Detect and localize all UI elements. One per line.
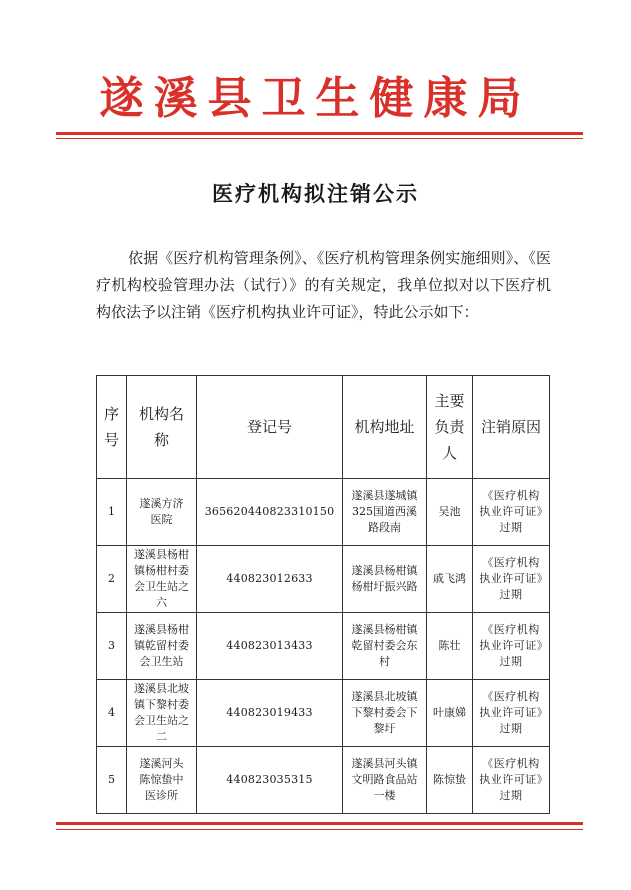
header-head <box>427 376 473 479</box>
header-name-label: 机构名称 <box>138 405 184 449</box>
cell-name-text: 遂溪县杨柑镇杨柑村委会卫生站之六 <box>134 548 189 609</box>
document-title: 医疗机构拟注销公示 <box>212 182 419 206</box>
header-reason-label: 注销原因 <box>480 418 541 436</box>
cell-reason <box>473 747 550 814</box>
cell-reason-text: 《医疗机构执业许可证》过期 <box>479 489 543 534</box>
cell-no: 5 <box>97 747 127 814</box>
cell-name-text: 遂溪县北坡镇下黎村委会卫生站之二 <box>134 682 189 743</box>
cell-addr-text: 遂溪县北坡镇下黎村委会下黎圩 <box>351 690 418 735</box>
cell-name-text: 遂溪河头陈惊蛰中医诊所 <box>139 757 184 802</box>
cell-addr <box>343 479 427 546</box>
body-text: 依据《医疗机构管理条例》、《医疗机构管理条例实施细则》、《医疗机构校验管理办法（试行）》的有关规定，我单位拟对以下医疗机构依法予以注销《医疗机构执业许可证》，特此公示如下： <box>96 249 551 321</box>
deregistration-table <box>96 375 550 814</box>
cell-reg: 440823012633 <box>197 546 343 613</box>
header-addr <box>343 376 427 479</box>
cell-name <box>127 546 197 613</box>
cell-addr-text: 遂溪县河头镇文明路食品站一楼 <box>351 757 418 802</box>
cell-reason <box>473 479 550 546</box>
cell-addr-text: 遂溪县遂城镇325国道西溪路段南 <box>351 489 418 534</box>
footer-rule-thick <box>56 822 583 825</box>
cell-head: 吴池 <box>427 479 473 546</box>
cell-addr <box>343 680 427 747</box>
header-addr-label: 机构地址 <box>354 418 415 436</box>
cell-addr <box>343 546 427 613</box>
cell-name <box>127 613 197 680</box>
cell-name-text: 遂溪方济医院 <box>139 497 184 526</box>
cell-name <box>127 680 197 747</box>
cell-head: 戚飞鸿 <box>427 546 473 613</box>
cell-addr-text: 遂溪县杨柑镇乾留村委会东村 <box>351 623 418 668</box>
cell-reason-text: 《医疗机构执业许可证》过期 <box>479 556 543 601</box>
header-name <box>127 376 197 479</box>
cell-reg: 365620440823310150 <box>197 479 343 546</box>
cell-reason <box>473 680 550 747</box>
table-header-row <box>97 376 550 479</box>
body-paragraph <box>96 245 551 326</box>
cell-reason <box>473 613 550 680</box>
cell-no: 4 <box>97 680 127 747</box>
cell-name <box>127 479 197 546</box>
header-reg <box>197 376 343 479</box>
header-reason <box>473 376 550 479</box>
header-rule-thin <box>56 138 583 139</box>
org-title: 遂溪县卫生健康局 <box>99 73 532 124</box>
header-no <box>97 376 127 479</box>
cell-head: 陈壮 <box>427 613 473 680</box>
cell-reason <box>473 546 550 613</box>
cell-addr <box>343 747 427 814</box>
cell-head: 陈惊蛰 <box>427 747 473 814</box>
cell-head: 叶康娣 <box>427 680 473 747</box>
cell-addr-text: 遂溪县杨柑镇杨柑圩振兴路 <box>351 564 418 593</box>
cell-name-text: 遂溪县杨柑镇乾留村委会卫生站 <box>134 623 189 668</box>
cell-reason-text: 《医疗机构执业许可证》过期 <box>479 757 543 802</box>
cell-reason-text: 《医疗机构执业许可证》过期 <box>479 623 543 668</box>
cell-reg: 440823035315 <box>197 747 343 814</box>
table-row <box>97 479 550 546</box>
table-row <box>97 680 550 747</box>
table-row <box>97 613 550 680</box>
cell-addr <box>343 613 427 680</box>
cell-name <box>127 747 197 814</box>
table-row <box>97 546 550 613</box>
footer-rule-thin <box>56 829 583 830</box>
header-reg-label: 登记号 <box>246 418 292 436</box>
cell-reason-text: 《医疗机构执业许可证》过期 <box>479 690 543 735</box>
cell-reg: 440823013433 <box>197 613 343 680</box>
cell-no: 2 <box>97 546 127 613</box>
cell-no: 1 <box>97 479 127 546</box>
cell-reg: 440823019433 <box>197 680 343 747</box>
table-row <box>97 747 550 814</box>
cell-no: 3 <box>97 613 127 680</box>
header-no-label: 序号 <box>103 405 119 449</box>
header-head-label: 主要负责人 <box>434 392 465 462</box>
header-rule-thick <box>56 132 583 135</box>
